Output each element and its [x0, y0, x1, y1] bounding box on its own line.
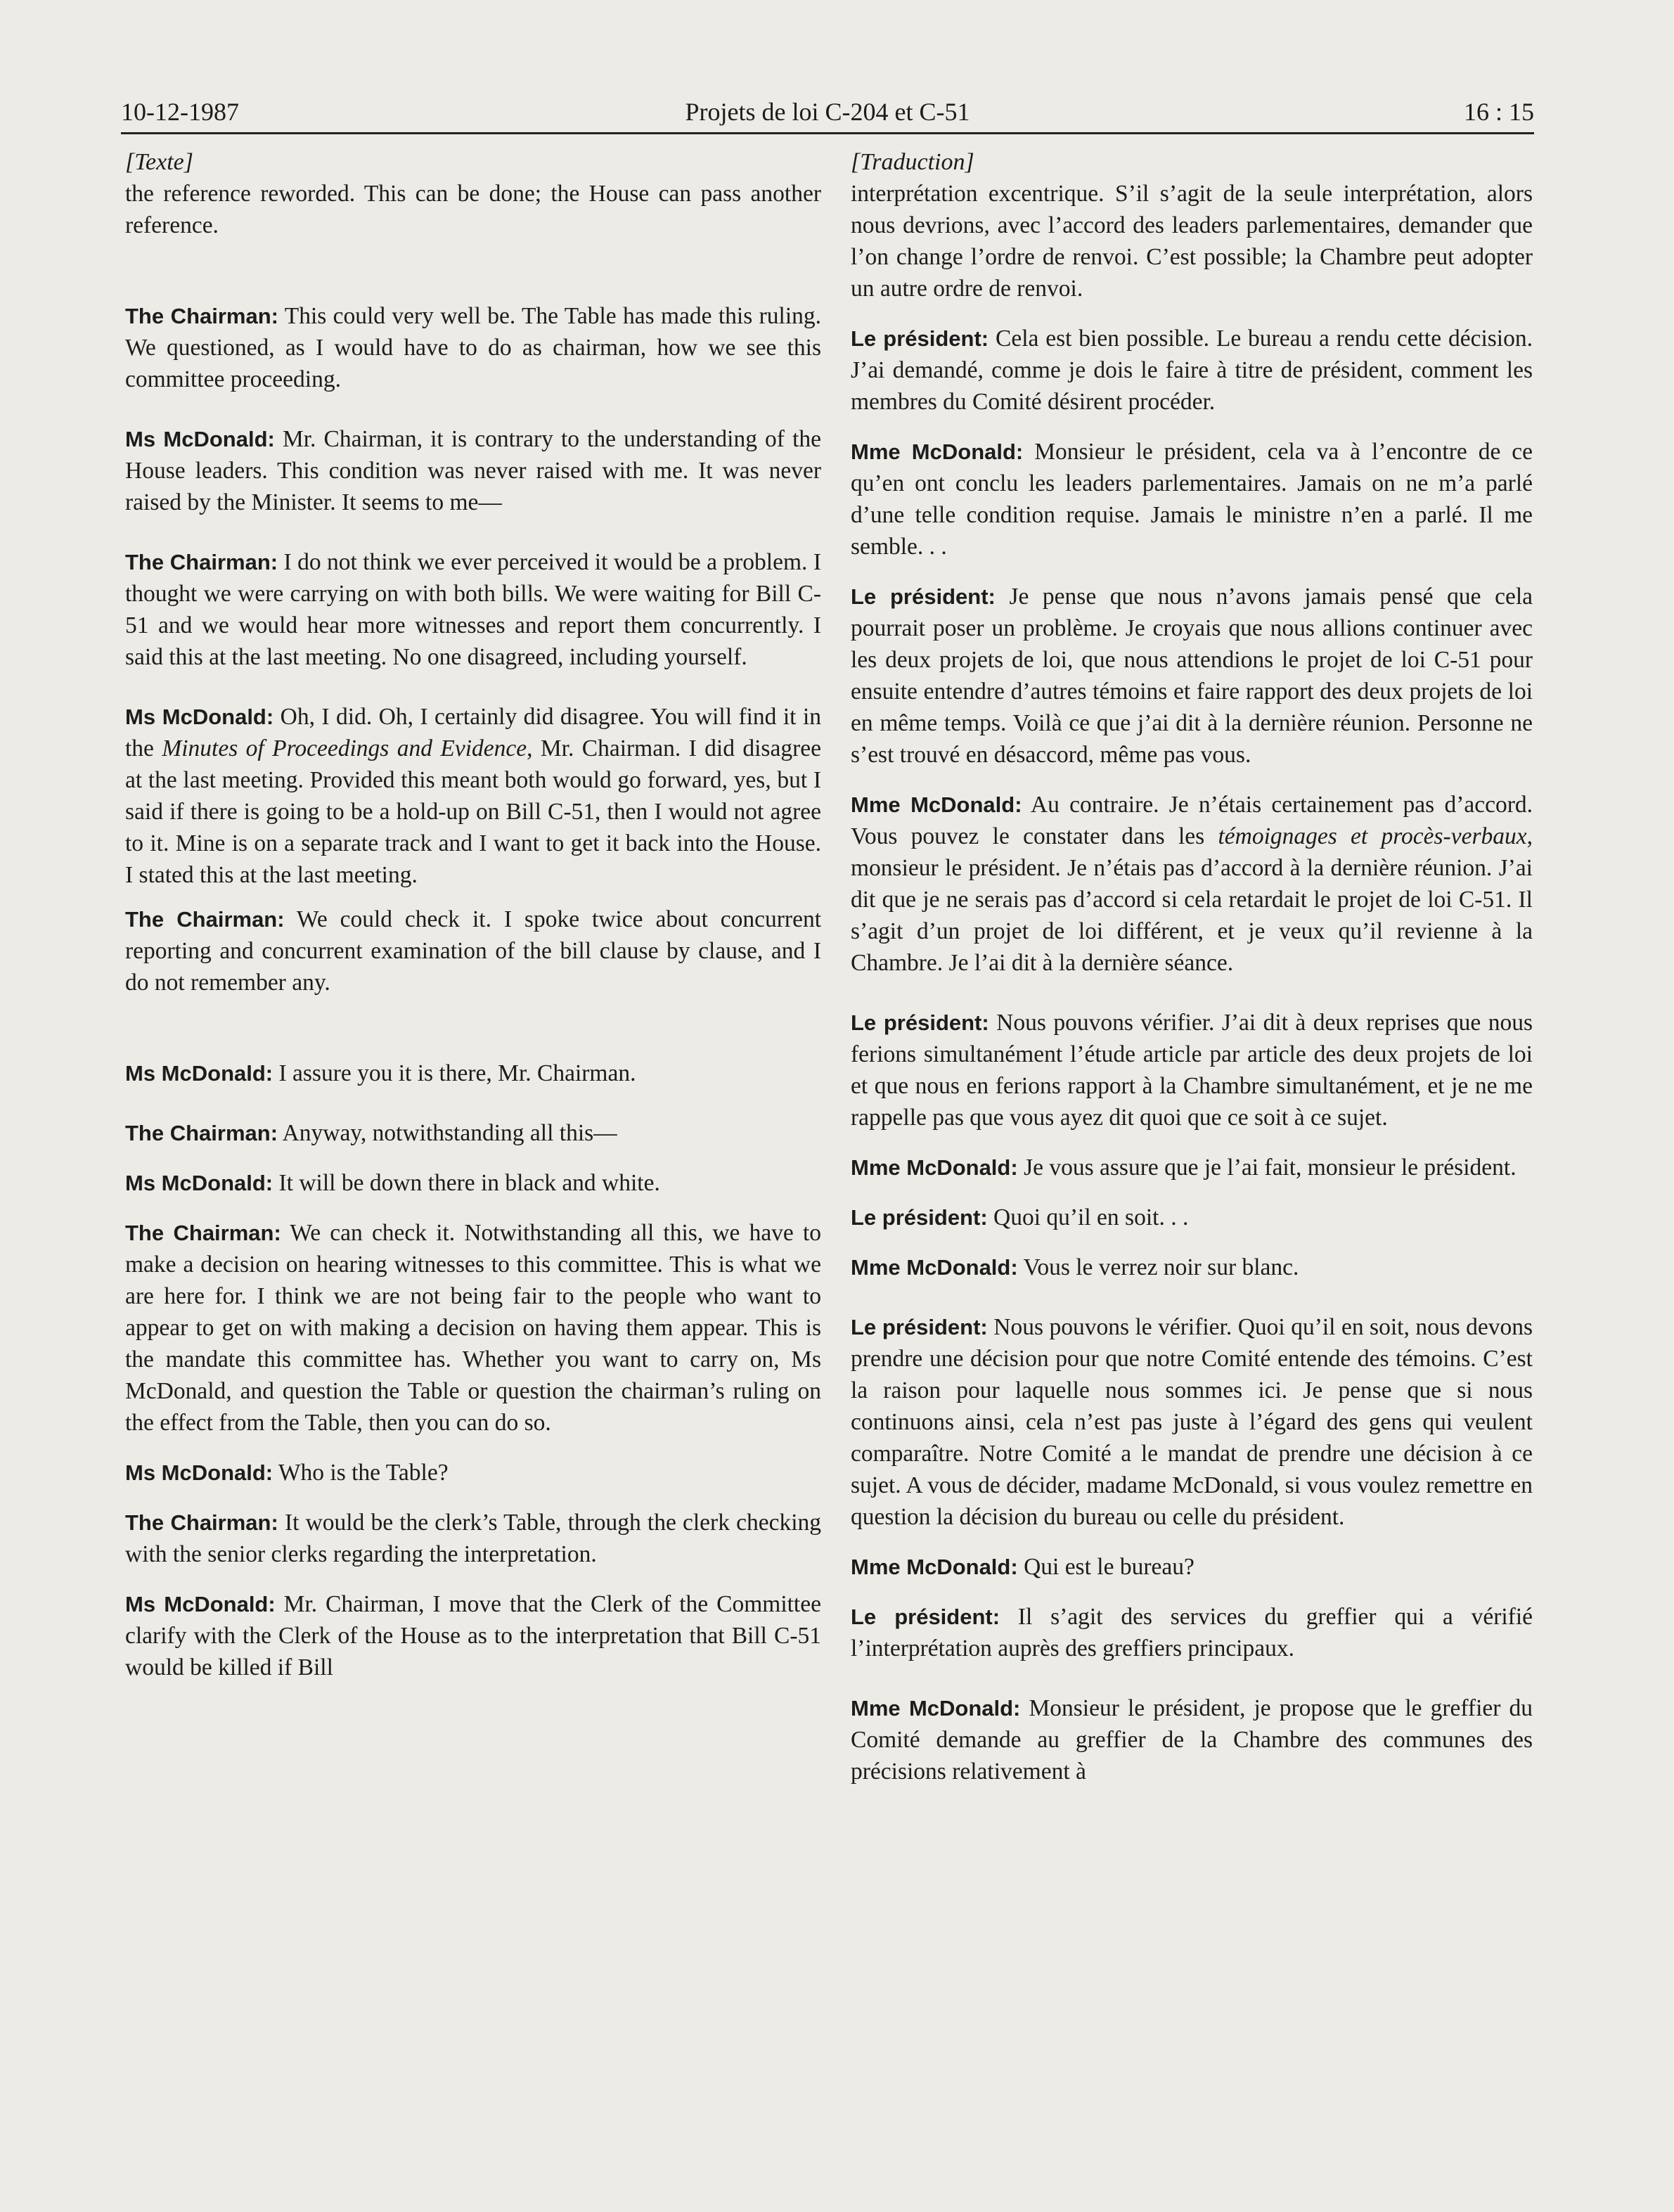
- speaker: Le président:: [851, 326, 989, 351]
- paragraph: [125, 1588, 821, 1683]
- speech-text: Anyway, notwithstanding all this—: [278, 1120, 617, 1146]
- paragraph: [125, 1507, 821, 1570]
- speech-text: Cela est bien possible. Le bureau a rendu cette décision. J’ai demandé, comme je dois le faire à titre de président, comment les membres du Comité désirent procéder.: [851, 326, 1533, 415]
- paragraph: [851, 178, 1533, 304]
- paragraph: [851, 1311, 1533, 1533]
- paragraph: [851, 1202, 1533, 1233]
- speech-text: the reference reworded. This can be done; the House can pass another reference.: [125, 181, 821, 238]
- paragraph: [851, 789, 1533, 979]
- speech-text: It would be the clerk’s Table, through the clerk checking with the senior clerks regarding the interpretation.: [125, 1510, 822, 1567]
- speaker: Mme McDonald:: [851, 1696, 1021, 1721]
- paragraph: [851, 1007, 1533, 1133]
- speaker: Mme McDonald:: [851, 792, 1022, 817]
- speech-text: , monsieur le président. Je n’étais pas d’accord à la dernière réunion. J’ai dit que je ne serais pas d’accord si cela retardait le projet de loi C-51. Il s’agit d’un projet de loi différent, et je veux qu’il revienne à la Chambre. Je l’ai dit à la dernière séance.: [851, 823, 1533, 976]
- speech-text: , Mr. Chairman. I did disagree at the last meeting. Provided this meant both would go forward, yes, but I said if there is going to be a hold-up on Bill C-51, then I would not agree to it. Mine is on a separate track and I want to get it back into the House. I stated this at the last meeting.: [125, 735, 821, 888]
- paragraph: [851, 1601, 1533, 1664]
- paragraph: [125, 546, 821, 673]
- speech-text: Je pense que nous n’avons jamais pensé que cela pourrait poser un problème. Je croyais que nous allions continuer avec les deux projets de loi, que nous attendions le projet de loi C-51 pour ensuite entendre d’autres témoins et faire rapport des deux projets de loi en même temps. Voilà ce que j’ai dit à la dernière réunion. Personne ne s’est trouvé en désaccord, même pas vous.: [851, 584, 1533, 768]
- speech-text: Oh, I did. Oh, I certainly did disagree. You will find it in the: [125, 704, 821, 761]
- paragraph: [125, 904, 821, 998]
- speech-text: I do not think we ever perceived it would be a problem. I thought we were carrying on with both bills. We were waiting for Bill C-51 and we would hear more witnesses and report them concurrently. I said this at the last meeting. No one disagreed, including yourself.: [125, 549, 821, 670]
- header-date: 10-12-1987: [121, 98, 239, 126]
- page-header: [121, 93, 1534, 134]
- speaker: Ms McDonald:: [125, 427, 275, 451]
- paragraph: [851, 1551, 1533, 1583]
- paragraph: [851, 436, 1533, 562]
- speech-text: Il s’agit des services du greffier qui a vérifié l’interprétation auprès des greffiers principaux.: [851, 1604, 1533, 1661]
- speech-text: Quoi qu’il en soit. . .: [987, 1204, 1189, 1230]
- paragraph: [125, 1457, 821, 1488]
- column-label: [Traduction]: [851, 149, 974, 175]
- speaker: The Chairman:: [125, 1510, 278, 1535]
- speaker: Le président:: [851, 1315, 988, 1339]
- speaker: Mme McDonald:: [851, 439, 1024, 464]
- speaker: Ms McDonald:: [125, 1592, 276, 1616]
- speaker: Ms McDonald:: [125, 1171, 273, 1195]
- speech-text: Mr. Chairman, I move that the Clerk of the Committee clarify with the Clerk of the House as to the interpretation that Bill C-51 would be killed if Bill: [125, 1591, 821, 1680]
- paragraph: [125, 701, 821, 891]
- speaker: Mme McDonald:: [851, 1555, 1018, 1579]
- speech-text: Qui est le bureau?: [1017, 1554, 1195, 1580]
- speaker: The Chairman:: [125, 550, 278, 574]
- paragraph: [125, 300, 821, 395]
- header-page-number: 16 : 15: [1463, 98, 1534, 126]
- paragraph: [851, 581, 1533, 771]
- speech-text: Monsieur le président, cela va à l’encontre de ce qu’en ont conclu les leaders parlementaires. Jamais on ne m’a parlé d’une telle condition requise. Jamais le ministre n’en a parlé. Il me semble. . .: [851, 439, 1533, 560]
- speech-text: Monsieur le président, je propose que le greffier du Comité demande au greffier de la Chambre des communes des précisions relativement à: [851, 1695, 1533, 1785]
- speech-text: Mr. Chairman, it is contrary to the understanding of the House leaders. This condition was never raised with me. It was never raised by the Minister. It seems to me—: [125, 426, 821, 515]
- speaker: Mme McDonald:: [851, 1155, 1018, 1180]
- speaker: Le président:: [851, 1205, 988, 1230]
- speaker: The Chairman:: [125, 1221, 281, 1245]
- paragraph: [851, 1692, 1533, 1787]
- paragraph: [125, 1167, 821, 1199]
- speech-italic: témoignages et procès-verbaux: [1218, 823, 1527, 849]
- speech-text: Who is the Table?: [273, 1460, 449, 1486]
- speech-text: Vous le verrez noir sur blanc.: [1017, 1254, 1299, 1280]
- speaker: Ms McDonald:: [125, 1061, 273, 1086]
- speech-text: Je vous assure que je l’ai fait, monsieur le président.: [1017, 1155, 1517, 1181]
- paragraph: [125, 1217, 821, 1439]
- speaker: Ms McDonald:: [125, 705, 274, 729]
- speech-text: Nous pouvons vérifier. J’ai dit à deux reprises que nous ferions simultanément l’étude article par article des deux projets de loi et que nous en ferions rapport à la Chambre simultanément, et je ne me rappelle pas que vous ayez dit quoi que ce soit à ce sujet.: [851, 1010, 1533, 1131]
- speaker: Le président:: [851, 584, 996, 609]
- column-label: [Texte]: [125, 149, 193, 175]
- speaker: The Chairman:: [125, 907, 285, 932]
- speech-text: We can check it. Notwithstanding all this, we have to make a decision on hearing witnesses to this committee. This is what we are here for. I think we are not being fair to the people who want to appear to get on with making a decision on having them appear. This is the mandate this committee has. Whether you want to carry on, Ms McDonald, and question the Table or question the chairman’s ruling on the effect from the Table, then you can do so.: [125, 1220, 822, 1436]
- speech-text: Nous pouvons le vérifier. Quoi qu’il en soit, nous devons prendre une décision pour que notre Comité entende des témoins. C’est la raison pour laquelle nous sommes ici. Je pense que si nous continuons ainsi, cela n’est pas juste à l’égard des gens qui veulent comparaître. Notre Comité a le mandat de prendre une décision à ce sujet. A vous de décider, madame McDonald, si vous voulez remettre en question la décision du bureau ou celle du président.: [851, 1314, 1533, 1530]
- speaker: Mme McDonald:: [851, 1255, 1018, 1280]
- header-title: Projets de loi C-204 et C-51: [685, 98, 970, 126]
- speech-italic: Minutes of Proceedings and Evidence: [162, 735, 527, 761]
- speaker: Le président:: [851, 1010, 989, 1035]
- speech-text: We could check it. I spoke twice about concurrent reporting and concurrent examination of the bill clause by clause, and I do not remember any.: [125, 906, 822, 996]
- speaker: The Chairman:: [125, 304, 278, 328]
- french-column: [851, 146, 1533, 1787]
- paragraph: [125, 178, 821, 241]
- paragraph: [851, 323, 1533, 418]
- speech-text: It will be down there in black and white.: [273, 1170, 660, 1196]
- speech-text: Au contraire. Je n’étais certainement pas d’accord. Vous pouvez le constater dans les: [851, 792, 1533, 849]
- speaker: The Chairman:: [125, 1121, 278, 1145]
- paragraph: [125, 1117, 821, 1149]
- paragraph: [851, 1152, 1533, 1183]
- speech-text: This could very well be. The Table has made this ruling. We questioned, as I would have to do as chairman, how we see this committee proceeding.: [125, 303, 822, 392]
- speaker: Ms McDonald:: [125, 1460, 273, 1485]
- speech-text: interprétation excentrique. S’il s’agit de la seule interprétation, alors nous devrions, avec l’accord des leaders parlementaires, demander que l’on change l’ordre de renvoi. C’est possible; la Chambre peut adopter un autre ordre de renvoi.: [851, 181, 1533, 302]
- paragraph: [125, 1057, 821, 1089]
- paragraph: [125, 423, 821, 518]
- speech-text: I assure you it is there, Mr. Chairman.: [273, 1060, 636, 1086]
- english-column: [125, 146, 821, 1683]
- paragraph: [851, 1252, 1533, 1283]
- speaker: Le président:: [851, 1605, 1000, 1629]
